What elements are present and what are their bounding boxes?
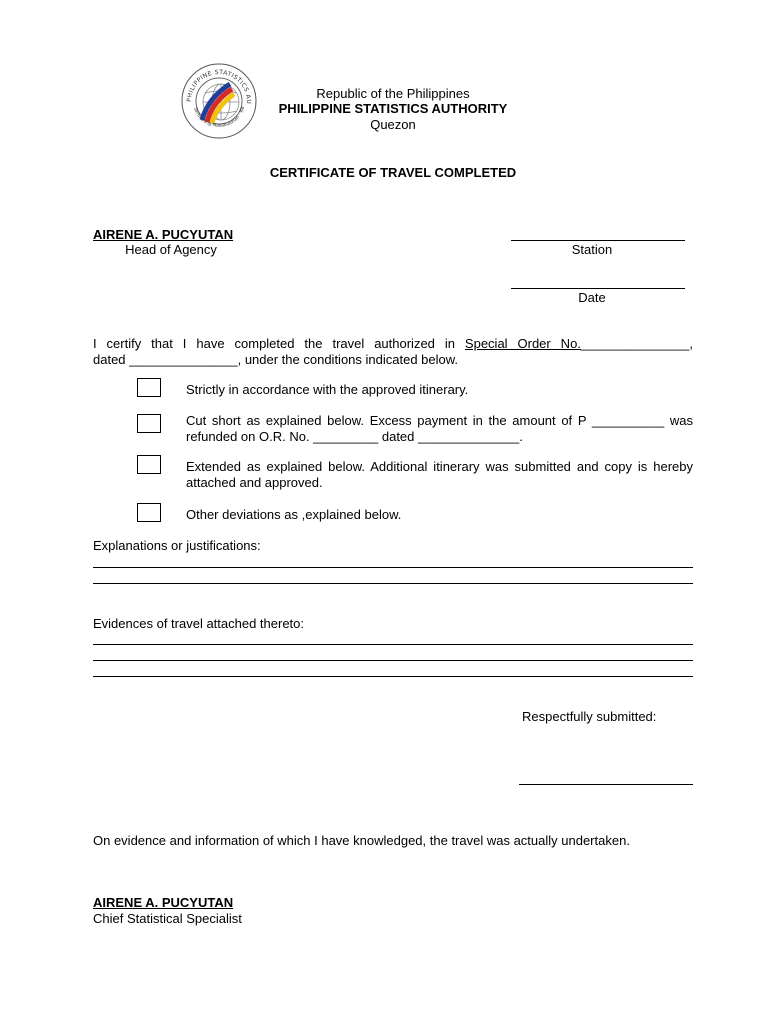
checkbox-extended[interactable] [137,455,161,474]
signatory-name: AIRENE A. PUCYUTAN [93,895,234,910]
signatory-position: Chief Statistical Specialist [93,911,242,926]
certify-line-2: dated _______________, under the conditions indicated below. [93,352,459,367]
option-strictly: Strictly in accordance with the approved itinerary. [186,382,469,397]
header-republic: Republic of the Philippines [316,86,470,101]
signature-line[interactable] [519,784,693,785]
checkbox-cut-short[interactable] [137,414,161,433]
special-order-label: Special Order No. [464,336,581,351]
header-agency: PHILIPPINE STATISTICS AUTHORITY [278,101,508,116]
date-label: Date [578,290,606,305]
attestation-text: On evidence and information of which I have knowledged, the travel was actually undertaken. [93,833,630,848]
psa-logo [180,62,258,140]
certify-line-1 [93,336,693,351]
explanation-line-2[interactable] [93,583,693,584]
checkbox-strictly[interactable] [137,378,161,397]
evidence-line-1[interactable] [93,644,693,645]
explanations-label: Explanations or justifications: [93,538,261,553]
date-line[interactable] [511,288,685,289]
station-line[interactable] [511,240,685,241]
document-title: CERTIFICATE OF TRAVEL COMPLETED [269,165,517,180]
header-province: Quezon [370,117,416,132]
option-extended: Extended as explained below. Additional itinerary was submitted and copy is hereby attached and approved. [186,459,693,490]
addressee-position: Head of Agency [125,242,217,257]
option-other: Other deviations as ,explained below. [186,507,402,522]
checkbox-other[interactable] [137,503,161,522]
explanation-line-1[interactable] [93,567,693,568]
respectfully-submitted: Respectfully submitted: [522,709,657,724]
evidences-label: Evidences of travel attached thereto: [93,616,305,631]
option-cut-short: Cut short as explained below. Excess payment in the amount of P __________ was refunded on O.R. No. _________ dated ______________. [186,413,693,444]
station-label: Station [571,242,613,257]
addressee-name: AIRENE A. PUCYUTAN [93,227,234,242]
logo-ring-text: PHILIPPINE STATISTICS AU [185,68,253,105]
logo-motto: Serbisyong Makabuluhan · Wa [192,106,247,129]
special-order-blank[interactable]: _______________, [580,336,693,351]
certify-text: I certify that I have completed the travel authorized in [93,336,455,351]
evidence-line-3[interactable] [93,676,693,677]
evidence-line-2[interactable] [93,660,693,661]
